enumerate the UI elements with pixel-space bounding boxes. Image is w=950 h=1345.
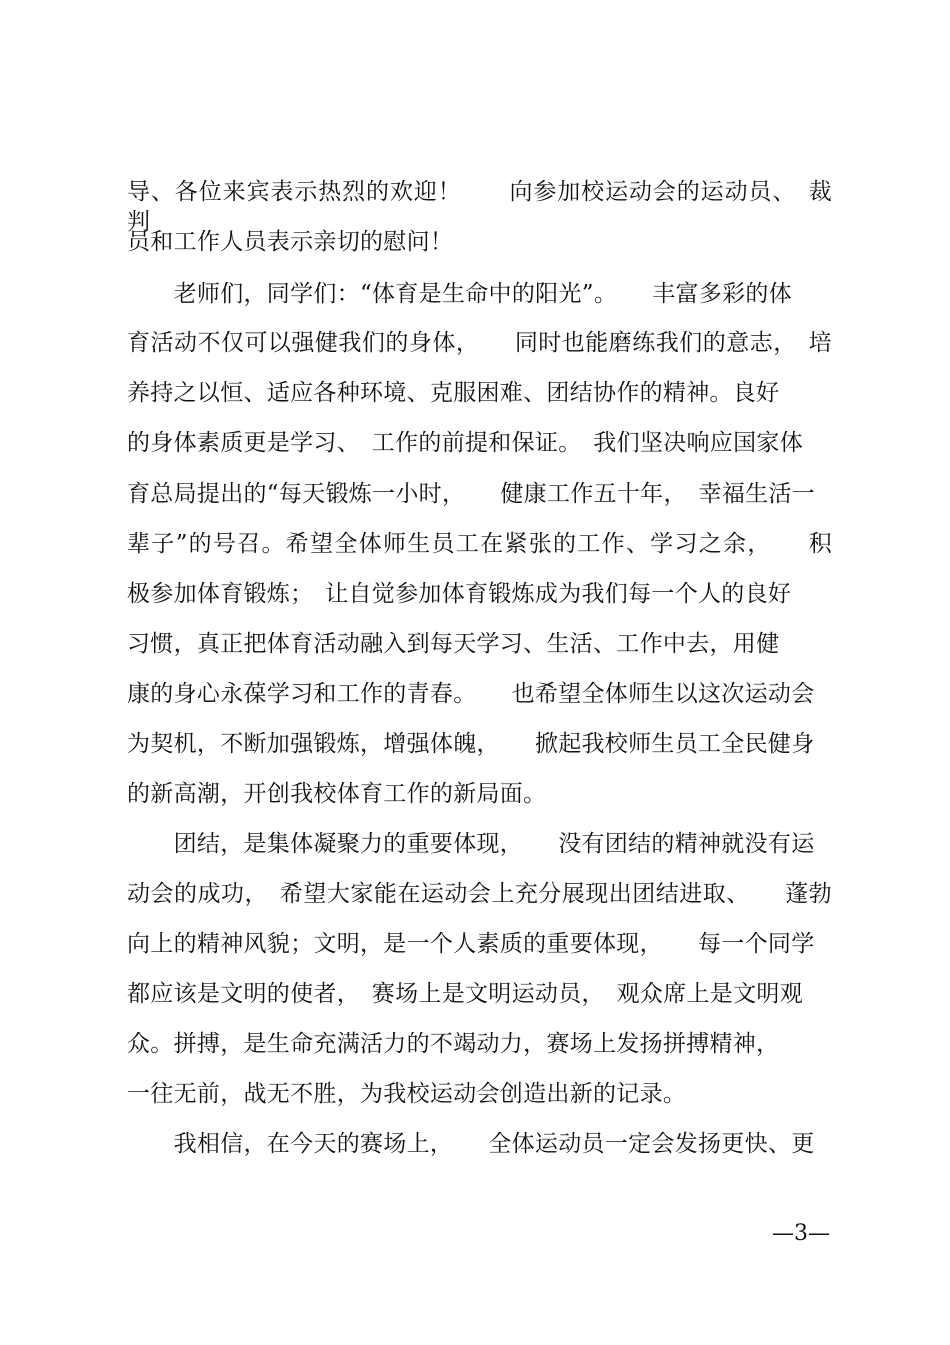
text-line: 导、各位来宾表示热烈的欢迎！ 向参加校运动会的运动员、 裁判 (127, 179, 832, 235)
text-line: 辈子”的号召。希望全体师生员工在紧张的工作、学习之余， 积 (127, 531, 832, 557)
text-line: 康的身心永葆学习和工作的青春。 也希望全体师生以这次运动会 (127, 681, 815, 707)
text-line: 一往无前，战无不胜，为我校运动会创造出新的记录。 (127, 1081, 687, 1107)
page-number: —3— (772, 1221, 830, 1246)
text-line: 员和工作人员表示亲切的慰问！ (127, 229, 454, 255)
text-line: 育活动不仅可以强健我们的身体， 同时也能磨练我们的意志， 培 (127, 330, 832, 356)
text-line: 老师们，同学们：“体育是生命中的阳光”。 丰富多彩的体 (127, 281, 793, 307)
text-line: 众。拼搏，是生命充满活力的不竭动力，赛场上发扬拼搏精神， (127, 1031, 780, 1057)
text-line: 向上的精神风貌；文明，是一个人素质的重要体现， 每一个同学 (127, 931, 815, 957)
text-line: 为契机，不断加强锻炼，增强体魄， 掀起我校师生员工全民健身 (127, 731, 815, 757)
text-line: 都应该是文明的使者， 赛场上是文明运动员， 观众席上是文明观 (127, 981, 803, 1007)
text-line: 团结，是集体凝聚力的重要体现， 没有团结的精神就没有运 (127, 831, 815, 857)
text-line: 养持之以恒、适应各种环境、克服困难、团结协作的精神。良好 (127, 380, 780, 406)
text-line: 的身体素质更是学习、 工作的前提和保证。 我们坚决响应国家体 (127, 430, 803, 456)
text-line: 动会的成功， 希望大家能在运动会上充分展现出团结进取、 蓬勃 (127, 881, 832, 907)
text-line: 习惯，真正把体育活动融入到每天学习、生活、工作中去，用健 (127, 631, 780, 657)
text-line: 极参加体育锻炼； 让自觉参加体育锻炼成为我们每一个人的良好 (127, 581, 792, 607)
text-line: 的新高潮，开创我校体育工作的新局面。 (127, 781, 547, 807)
text-line: 育总局提出的“每天锻炼一小时， 健康工作五十年， 幸福生活一 (127, 481, 816, 507)
text-line: 我相信，在今天的赛场上， 全体运动员一定会发扬更快、更 (127, 1131, 815, 1157)
